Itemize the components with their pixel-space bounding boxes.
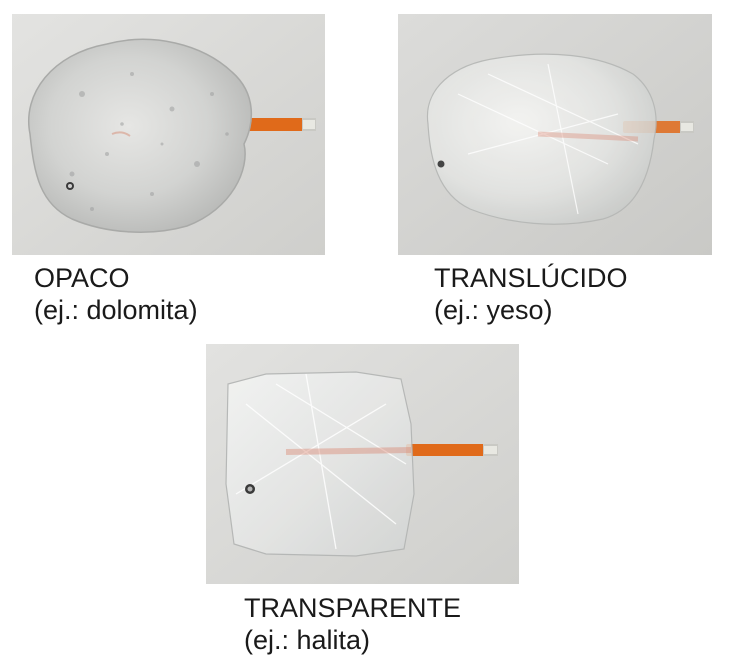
dolomite-rock-image [12, 14, 325, 255]
gypsum-crystal-image [398, 14, 712, 255]
photo-dolomite-opaque [12, 14, 325, 255]
property-label: OPACO [34, 263, 130, 293]
property-label: TRANSPARENTE [244, 593, 462, 623]
property-label: TRANSLÚCIDO [434, 263, 628, 293]
caption-translucido [434, 262, 628, 326]
dolomite-rock [29, 39, 252, 232]
photo-gypsum-translucent [398, 14, 712, 255]
example-label: (ej.: yeso) [434, 295, 553, 325]
halite-crystal-image [206, 344, 519, 584]
caption-transparente [244, 592, 461, 656]
caption-opaco [34, 262, 198, 326]
example-label: (ej.: dolomita) [34, 295, 198, 325]
example-label: (ej.: halita) [244, 625, 371, 655]
pencil [406, 444, 488, 456]
photo-halite-transparent [206, 344, 519, 584]
